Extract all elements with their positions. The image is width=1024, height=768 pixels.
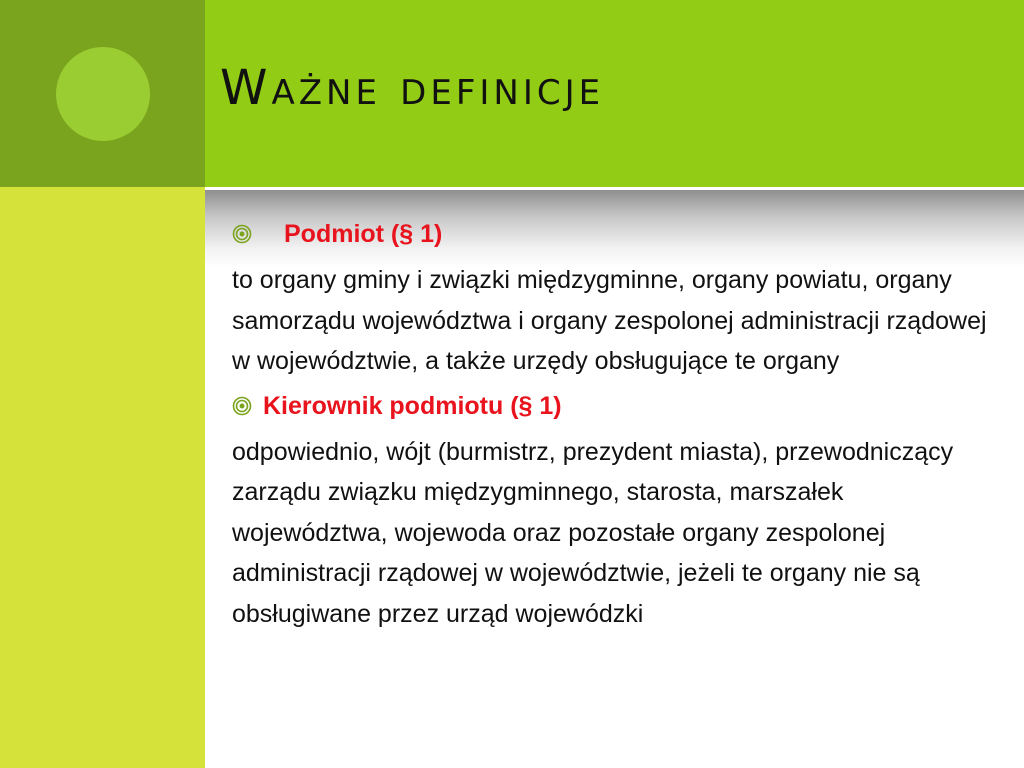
slide-title: Ważne definicje [220,60,605,116]
concentric-circle-bullet-icon [232,224,252,244]
heading-label: Kierownik podmiotu (§ 1) [263,391,562,420]
decorative-circle [56,47,150,141]
slide-content [232,212,992,636]
definition-text-kierownik: odpowiednio, wójt (burmistrz, prezydent miasta), przewodniczący zarządu związku międzygminnego, starosta, marszałek województwa, wojewoda oraz pozostałe organy zespolonej administracji rządowej w województwie, jeżeli te organy nie są obsługiwane przez urząd wojewódzki [232,437,954,628]
bullet-heading-kierownik [232,384,992,428]
concentric-circle-bullet-icon [232,396,252,416]
sidebar-bottom-block [0,187,205,768]
bullet-heading-podmiot [232,212,992,256]
definition-text-podmiot: to organy gminy i związki międzygminne, organy powiatu, organy samorządu województwa i organy zespolonej administracji rządowej w województwie, a także urzędy obsługujące te organy [232,266,987,375]
heading-label: Podmiot (§ 1) [284,220,443,248]
